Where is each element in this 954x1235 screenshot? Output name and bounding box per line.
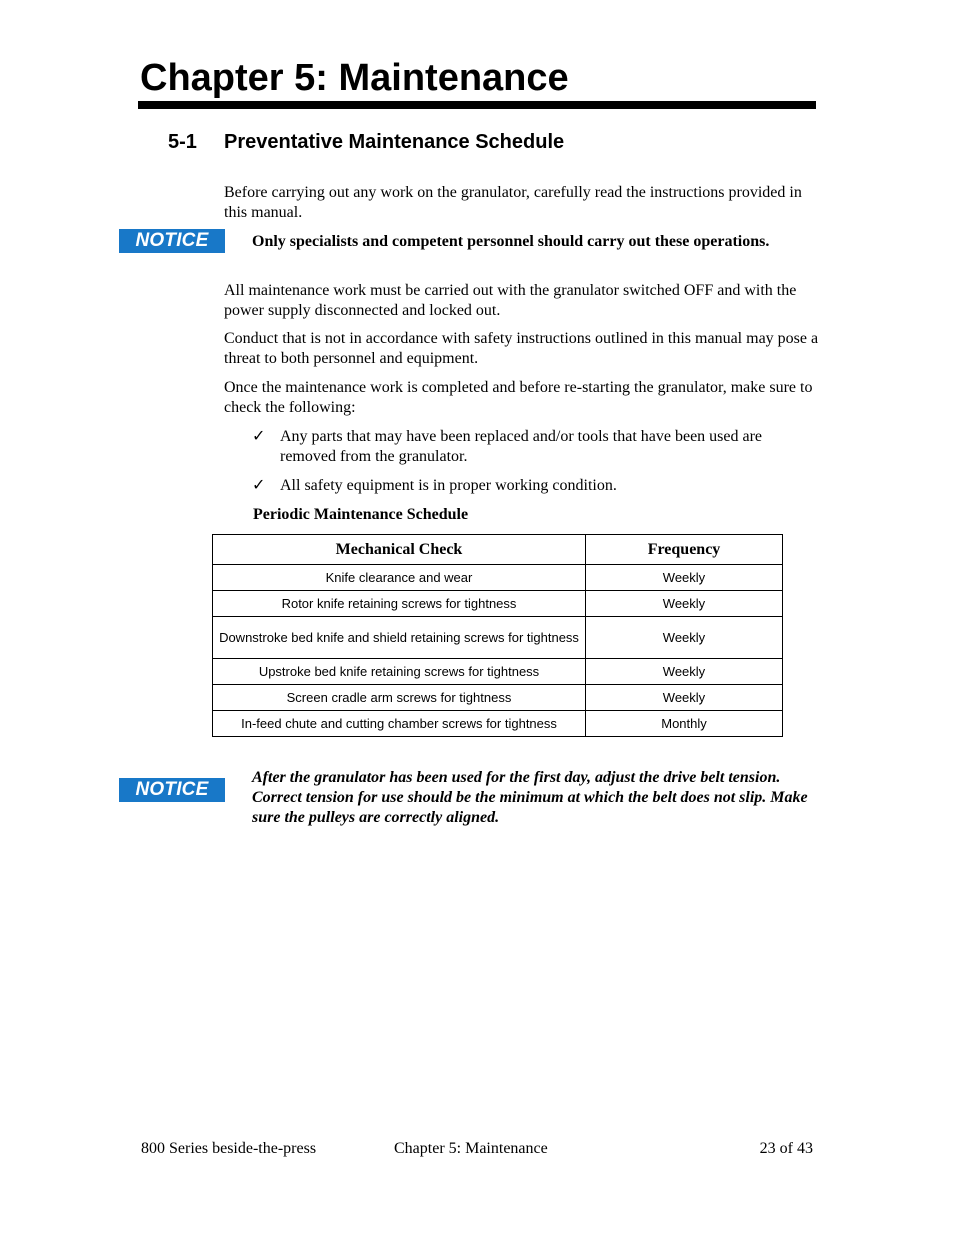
check-cell: Screen cradle arm screws for tightness — [213, 685, 586, 711]
notice-badge: NOTICE — [119, 229, 225, 253]
table-row — [213, 591, 783, 617]
section-title: Preventative Maintenance Schedule — [224, 131, 565, 153]
table-row — [213, 685, 783, 711]
chapter-rule — [138, 101, 816, 109]
table-row — [213, 711, 783, 737]
table-header-row — [213, 535, 783, 565]
check-cell: Downstroke bed knife and shield retaining screws for tightness — [213, 617, 586, 659]
footer-page-number: 23 of 43 — [759, 1140, 813, 1157]
frequency-cell: Weekly — [586, 565, 783, 591]
footer-document-title: 800 Series beside-the-press — [141, 1140, 317, 1157]
frequency-cell: Weekly — [586, 617, 783, 659]
notice-text: After the granulator has been used for the first day, adjust the drive belt tension. Correct tension for use should be the minimum at which the belt does not slip. Make sure the pulleys are correctly aligned. — [252, 769, 808, 826]
frequency-cell: Weekly — [586, 685, 783, 711]
footer-chapter: Chapter 5: Maintenance — [394, 1140, 548, 1157]
paragraph-safety: Conduct that is not in accordance with safety instructions outlined in this manual may pose a threat to both personnel and equipment. — [224, 330, 819, 367]
table-row — [213, 565, 783, 591]
paragraph-power-off: All maintenance work must be carried out with the granulator switched OFF and with the power supply disconnected and locked out. — [224, 282, 797, 319]
check-cell: Upstroke bed knife retaining screws for tightness — [213, 659, 586, 685]
section-heading — [168, 129, 564, 155]
checklist-item-text: Any parts that may have been replaced and/or tools that have been used are removed from the granulator. — [280, 428, 763, 465]
check-cell: Knife clearance and wear — [213, 565, 586, 591]
intro-paragraph: Before carrying out any work on the granulator, carefully read the instructions provided in this manual. — [224, 184, 802, 221]
frequency-cell: Monthly — [586, 711, 783, 737]
column-header-mechanical-check: Mechanical Check — [213, 535, 586, 565]
chapter-title: Chapter 5: Maintenance — [140, 57, 569, 99]
notice-text: Only specialists and competent personnel should carry out these operations. — [252, 233, 770, 250]
checklist-item-text: All safety equipment is in proper working condition. — [280, 477, 617, 494]
checkmark-icon: ✓ — [252, 428, 266, 445]
paragraph-restart-check: Once the maintenance work is completed and before re-starting the granulator, make sure to check the following: — [224, 379, 813, 416]
notice-badge: NOTICE — [119, 778, 225, 802]
maintenance-schedule-table — [212, 534, 783, 737]
frequency-cell: Weekly — [586, 659, 783, 685]
table-row — [213, 617, 783, 659]
column-header-frequency: Frequency — [586, 535, 783, 565]
frequency-cell: Weekly — [586, 591, 783, 617]
table-row — [213, 659, 783, 685]
check-cell: In-feed chute and cutting chamber screws for tightness — [213, 711, 586, 737]
section-number: 5-1 — [168, 131, 197, 153]
checkmark-icon: ✓ — [252, 477, 266, 494]
table-caption: Periodic Maintenance Schedule — [253, 506, 469, 523]
check-cell: Rotor knife retaining screws for tightness — [213, 591, 586, 617]
